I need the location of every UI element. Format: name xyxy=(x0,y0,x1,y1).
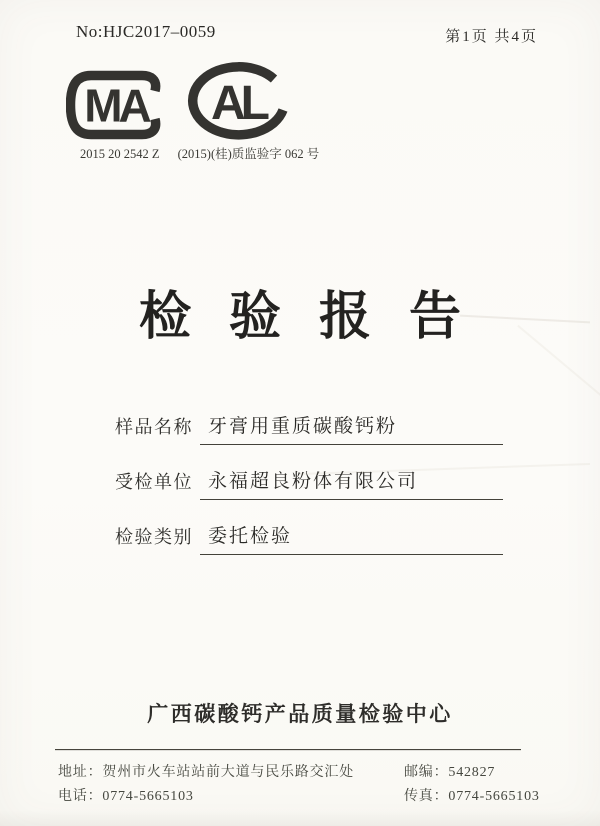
postcode-value: 542827 xyxy=(448,765,496,780)
footer-postcode-line xyxy=(404,761,584,785)
cal-code: (2015)(桂)质监验字 062 号 xyxy=(177,147,320,161)
footer-left-column xyxy=(58,761,398,809)
cal-letters: AL xyxy=(211,77,265,130)
page-indicator: 第1页 共4页 xyxy=(445,29,538,45)
cal-certification-mark-icon xyxy=(186,62,292,142)
fax-value: 0774-5665103 xyxy=(448,789,540,804)
report-title: 检验报告 xyxy=(138,289,499,346)
address-value: 贺州市火车站站前大道与民乐路交汇处 xyxy=(102,765,355,780)
field-row-sample-name xyxy=(115,414,503,445)
field-value: 牙膏用重质碳酸钙粉 xyxy=(208,416,398,437)
field-row-inspected-unit xyxy=(115,469,503,500)
field-underline xyxy=(200,521,503,555)
footer-divider xyxy=(55,749,521,750)
cal-mark-svg xyxy=(186,62,292,142)
footer-right-column xyxy=(404,761,584,809)
field-value: 永福超良粉体有限公司 xyxy=(208,471,419,492)
phone-label: 电话： xyxy=(58,789,103,804)
footer-phone-line xyxy=(58,785,398,809)
cma-code: 2015 20 2542 Z xyxy=(80,147,160,161)
field-value: 委托检验 xyxy=(208,526,293,547)
cma-certification-mark-icon xyxy=(66,70,172,140)
scan-edge-shading xyxy=(0,810,600,826)
report-number: No:HJC2017–0059 xyxy=(76,22,216,41)
footer-fax-line xyxy=(404,785,584,809)
field-underline xyxy=(200,411,503,445)
cma-letters: MA xyxy=(84,79,148,132)
phone-value: 0774-5665103 xyxy=(102,789,194,804)
field-label: 检验类别 xyxy=(115,527,193,547)
footer-address-line xyxy=(58,761,398,785)
certification-codes xyxy=(80,144,319,162)
postcode-label: 邮编： xyxy=(404,765,449,780)
issuing-organization: 广西碳酸钙产品质量检验中心 xyxy=(147,702,453,726)
field-label: 受检单位 xyxy=(115,472,193,492)
fax-label: 传真： xyxy=(404,789,449,804)
field-row-inspection-type xyxy=(115,524,503,555)
address-label: 地址： xyxy=(58,765,103,780)
cma-mark-svg xyxy=(66,70,172,140)
field-list xyxy=(115,414,503,579)
field-label: 样品名称 xyxy=(115,417,193,437)
field-underline xyxy=(200,466,503,500)
